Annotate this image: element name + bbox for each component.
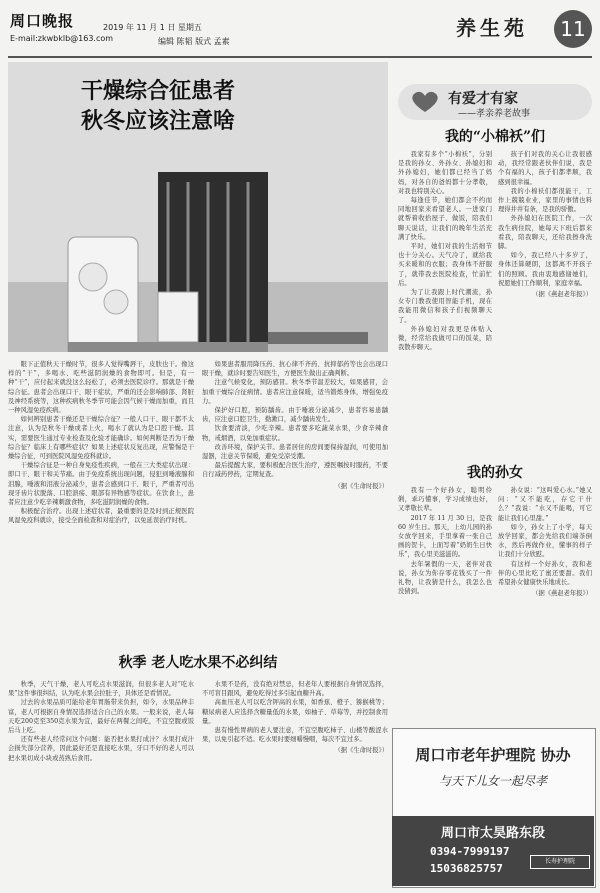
story2-col2: 孙女说：“这叫爱心水。”她又问：“又不能吃，存它干什么？”我说：“水又不能喝，可它能让我们心里甜。” 如今，孙女上了小学，每天放学回家，都会先给我们端茶倒水，然后再做作业，懂事的样子让我们十分欣慰。 有这样一个好孙女，我和老伴的心里比吃了蜜还要甜。我们希望孙女健康快乐地成长。 （据《燕赵老年报》） bbox=[498, 487, 592, 598]
masthead-editors: 编辑 陈韬 版式 孟素 bbox=[158, 37, 230, 46]
advert-phone-1: 0394-7999197 bbox=[430, 845, 510, 858]
story1-col1: 我家有多个“小棉袄”，分别是我的孙女、外孙女、孙媳妇和外孙媳妇，她们都已经当了妈妈，对各自的爸妈都十分孝敬，对我也特别关心。 每逢佳节，她们都会不约而同地回家来看望老人。一进家门就帮着收拾屋子、做饭，陪我们聊天说话，让我们的晚年生活充满了快乐。 平时，她们对我的生活细节也十分关心。天气冷了，就给我买来暖和的衣服；我身体不舒服了，就带我去医院检查，忙前忙后。 为了让我跟上时代潮流，孙女专门教我使用智能手机，现在我能用微信和孩子们视频聊天了。 外孙媳妇对我更是体贴入微，经常给我做可口的饭菜，陪我散步聊天。 bbox=[398, 151, 492, 352]
advert-tag: 长寿护理院 bbox=[530, 855, 590, 869]
article1-col2: 如果患者服用降压药、抗心律不齐药、抗抑郁药等也会出现口眼干燥，就诊时要告知医生，方便医生做出正确判断。 注意气候变化，预防感冒。秋冬季节温差较大，如果感冒，会加重干燥综合征病情。患者应注意保暖，适当锻炼身体，增强免疫力。 保护好口腔，预防龋齿。由于唾液分泌减少，患者容易患龋齿，应注意口腔卫生，勤漱口，减少龋齿发生。 饮食要清淡，少吃辛辣。患者要多吃蔬菜水果，少食辛辣食物，戒烟酒，以免加重症状。 改善环境，保护关节。患者居住的房间要保持湿润，可使用加湿器，注意关节保暖，避免受凉受潮。 最后提醒大家，要积极配合医生治疗，遵医嘱按时服药，不要自行减药停药，定期复查。 （据《生命时报》） bbox=[202, 361, 388, 490]
masthead-date: 2019 年 11 月 1 日 星期五 bbox=[103, 23, 202, 32]
column-banner-title: 有爱才有家 bbox=[448, 91, 518, 107]
headline-line1: 干燥综合征患者 bbox=[80, 78, 235, 104]
advert-title: 周口市老年护理院 协办 bbox=[415, 746, 571, 764]
story2-col1: 我有一个好孙女，聪明伶俐，乖巧懂事，学习成绩也好，又孝敬长辈。 2017 年 11 月 30 日，是我 60 岁生日。那天，上幼儿园的孙女放学回来，手里拿着一张自己画的贺卡，上面写着“奶奶生日快乐”，我心里美滋滋的。 去年暑假的一天，老伴对我说，孙女为你存零花钱买了一件礼物，让我猜是什么，我怎么也没猜到。 bbox=[398, 487, 492, 596]
heart-icon bbox=[410, 90, 440, 118]
advert-slogan: 与天下儿女一起尽孝 bbox=[438, 774, 547, 788]
newspaper-logo: 周口晚报 bbox=[10, 12, 75, 30]
headline-line2: 秋冬应该注意啥 bbox=[80, 108, 235, 134]
article2-byline: （据《生命时报》） bbox=[334, 747, 388, 755]
pitcher-shape bbox=[68, 237, 138, 352]
story1-col2: 孩子们对我的关心让我很感动，我经常跟老伙伴们说，我是个有福的人，孩子们都孝顺，我感到很幸福。 我的小棉袄们都很能干，工作上兢兢业业，家里的事情也料理得井井有条，是我的骄傲。 外孙媳妇在医院工作，一次我生病住院，她每天下班后都来看我，陪我聊天，还给我擦身洗脚。 如今，我已经八十多岁了，身体还算硬朗，这都离不开孩子们的照顾。我由衷地感谢她们，祝愿她们工作顺利，家庭幸福。 （据《燕赵老年报》） bbox=[498, 151, 592, 299]
page-number-badge: 11 bbox=[554, 10, 592, 48]
article1-col1: 眼下正值秋天干燥时节，很多人觉得嘴唇干，皮肤也干。像这样的“干”，多喝水、吃些滋阴润燥的食物即可。但是，有一种“干”，应付起来就没这么轻松了，必须去医院诊疗。那就是干燥综合征。患者会出现口干、眼干症状，严重的还会影响肺部、肾脏及神经系统等，这种疾病秋冬季节可能会因气候干燥而加重，而且一种风湿免疫疾病。 如何辨别患者干燥还是干燥综合征？一般人口干、眼干都不太注意，认为是秋冬干燥或者上火，喝水了就认为是口腔干燥。其实，需要医生通过专业检查及化验才能确诊。如何判断是否为干燥综合征？临床上有哪些症状？如果上述症状反复出现，应警惕是干燥综合征，可到医院风湿免疫科就诊。 干燥综合征是一种自身免疫性疾病，一般在三大类症状出现：即口干、眼干和关节痛。由于免疫系统出现问题，侵犯到唾液腺和泪腺，唾液和泪液分泌减少，患者会感到口干、眼干，严重者可出现牙齿片状脱落、口腔溃疡、眼部有异物感等症状。在饮食上，患者应注意少吃辛辣刺激食物，多吃滋阴润燥的食物。 积极配合治疗。出现上述症状者，最重要的是及时到正规医院风湿免疫科就诊，接受全面检查和对症治疗，以免延误治疗时机。 bbox=[8, 361, 194, 525]
headline bbox=[8, 76, 308, 136]
section-title: 养生苑 bbox=[456, 16, 528, 40]
glass-shape bbox=[158, 292, 198, 342]
article2-col2: 水果不是药，没有绝对禁忌，但老年人要根据自身情况选择，不可盲目跟风，避免吃得过多引起血糖升高。 高血压老人可以吃含钾高的水果，如香蕉、橙子、猕猴桃等；糖尿病老人应选择含糖量低的水果，如柚子、草莓等，并控制食用量。 患有慢性胃病的老人要注意，不宜空腹吃柿子、山楂等酸涩水果，以免引起不适。吃水果时要细嚼慢咽，每次不宜过多。 （据《生命时报》） bbox=[202, 681, 388, 755]
advert-address: 周口市太昊路东段 bbox=[440, 826, 545, 841]
article1-byline: （据《生命时报》） bbox=[334, 482, 388, 490]
masthead bbox=[8, 6, 592, 58]
story1-title: 我的“小棉袄”们 bbox=[444, 129, 546, 145]
masthead-email: E-mail:zkwbklb@163.com bbox=[10, 34, 114, 43]
story2-byline: （据《燕赵老年报》） bbox=[532, 590, 592, 598]
article2-col1: 秋季，天气干燥，老人可吃点水果滋润，但很多老人对“吃水果”这件事很纠结，认为吃水果会拉肚子，具体还是看情况。 过去的水果品质可能给老年胃肠带来负担，如今，水果品种丰富，老人可根据自身情况选择适合自己的水果。一般来说，老人每天吃200克至350克水果为宜，最好在两餐之间吃，不宜空腹或饭后马上吃。 还有些老人经常问这个问题：能否把水果打成汁？水果打成汁会损失部分营养，因此最好还是直接吃水果，牙口不好的老人可以把水果切成小块或蒸熟后食用。 bbox=[8, 681, 194, 762]
article2-title: 秋季 老人吃水果不必纠结 bbox=[118, 655, 278, 671]
hero-photo bbox=[8, 62, 388, 352]
advert-phone-2: 15036825757 bbox=[430, 862, 503, 875]
story1-byline: （据《燕赵老年报》） bbox=[532, 291, 592, 299]
story2-title: 我的孙女 bbox=[467, 465, 523, 481]
column-banner-subtitle: ——孝亲养老故事 bbox=[458, 109, 531, 119]
